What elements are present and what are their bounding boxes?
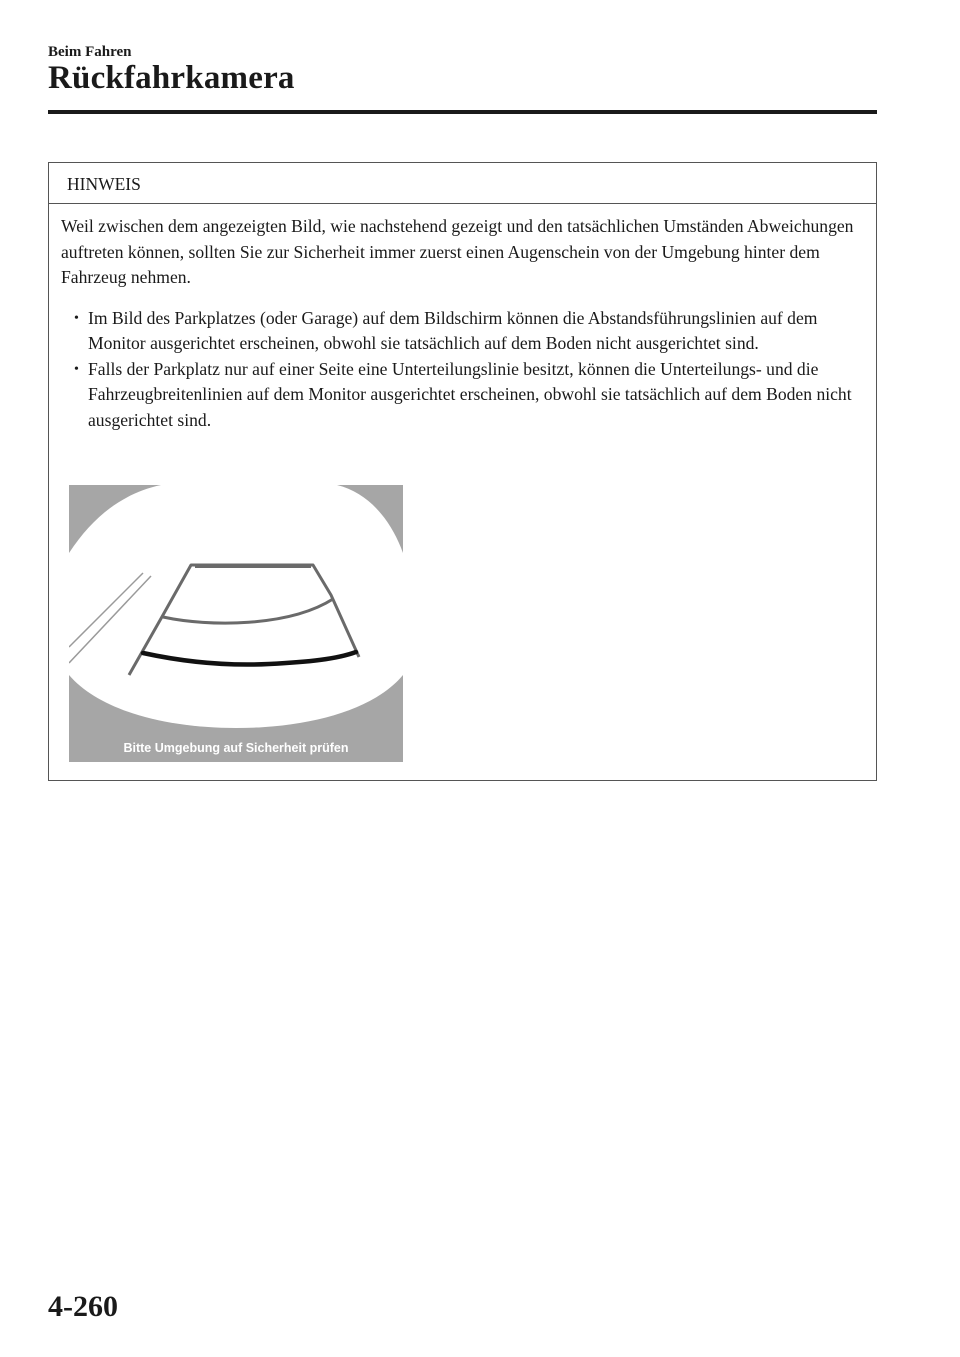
note-heading: HINWEIS <box>49 163 876 204</box>
bullet-icon: • <box>74 310 79 326</box>
title-rule <box>48 110 877 114</box>
list-item <box>61 357 866 434</box>
bullet-icon: • <box>74 361 79 377</box>
page-title: Rückfahrkamera <box>48 60 295 96</box>
note-bullet-list <box>61 306 866 434</box>
note-body <box>49 204 876 433</box>
note-intro: Weil zwischen dem angezeigten Bild, wie nachstehend gezeigt und den tatsächlichen Umständen Abweichungen auftreten können, sollten Sie zur Sicherheit immer zuerst einen Augenschein von der Umgebung hinter dem Fahrzeug nehmen. <box>61 216 854 287</box>
camera-screen-area <box>69 485 403 728</box>
bullet-text: Falls der Parkplatz nur auf einer Seite eine Unterteilungslinie besitzt, können die Unterteilungs- und die Fahrzeugbreitenlinien auf dem Monitor ausgerichtet erscheinen, obwohl sie tatsächlich auf dem Boden nicht ausgerichtet sind. <box>88 358 852 430</box>
rear-camera-display <box>69 485 403 762</box>
camera-caption: Bitte Umgebung auf Sicherheit prüfen <box>123 741 349 755</box>
section-label: Beim Fahren <box>48 44 132 60</box>
bullet-text: Im Bild des Parkplatzes (oder Garage) auf dem Bildschirm können die Abstandsführungslinien auf dem Monitor ausgerichtet erscheinen, obwohl sie tatsächlich auf dem Boden nicht ausgerichtet sind. <box>88 307 818 353</box>
list-item <box>61 306 866 357</box>
page-number: 4-260 <box>48 1290 118 1323</box>
note-box <box>48 162 877 781</box>
